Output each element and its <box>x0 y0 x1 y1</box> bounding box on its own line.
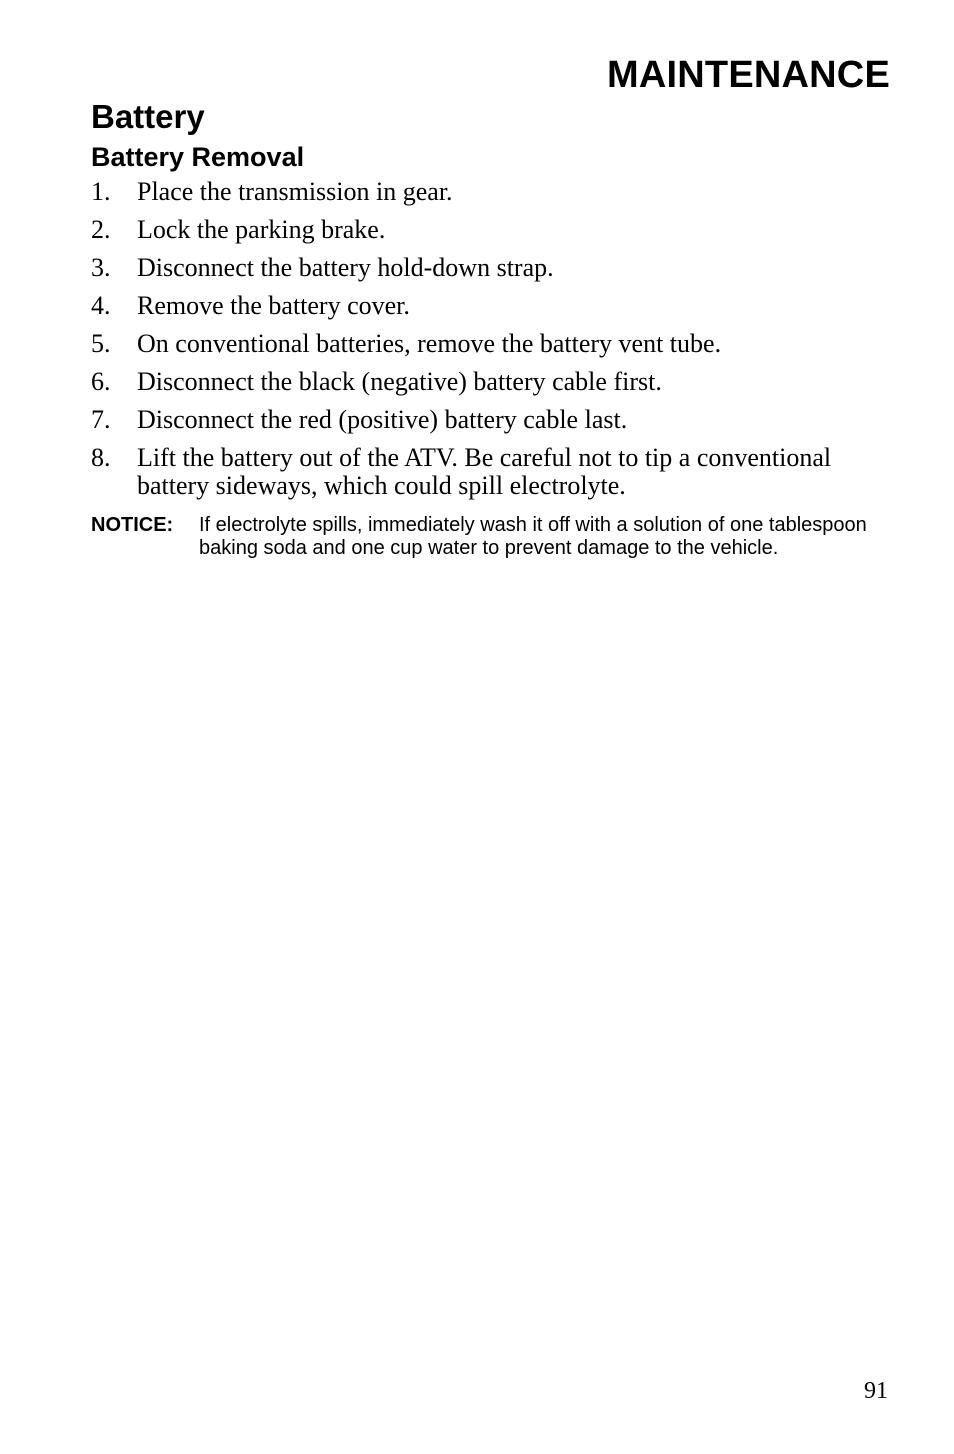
step-text: Disconnect the black (negative) battery cable first. <box>137 367 662 396</box>
step-item <box>91 216 891 244</box>
step-text: Place the transmission in gear. <box>137 177 453 206</box>
step-text: Disconnect the battery hold-down strap. <box>137 253 554 282</box>
chapter-title: MAINTENANCE <box>607 54 890 96</box>
notice-text: If electrolyte spills, immediately wash it off with a solution of one tablespoon baking soda and one cup water to prevent damage to the vehicle. <box>199 514 867 559</box>
step-number: 4. <box>91 291 111 320</box>
step-text: Lift the battery out of the ATV. Be careful not to tip a conventional battery sideways, which could spill electrolyte. <box>137 443 832 500</box>
step-number: 7. <box>91 405 111 434</box>
step-number: 6. <box>91 367 111 396</box>
step-text: On conventional batteries, remove the battery vent tube. <box>137 329 722 358</box>
step-number: 8. <box>91 443 111 472</box>
step-text: Lock the parking brake. <box>137 215 386 244</box>
step-item <box>91 178 891 206</box>
notice-label: NOTICE: <box>91 514 174 536</box>
step-text: Remove the battery cover. <box>137 291 410 320</box>
step-number: 1. <box>91 177 111 206</box>
step-text: Disconnect the red (positive) battery cable last. <box>137 405 628 434</box>
step-number: 2. <box>91 215 111 244</box>
step-item <box>91 406 891 434</box>
notice-block <box>91 514 891 560</box>
step-item <box>91 368 891 396</box>
step-item <box>91 444 891 500</box>
step-number: 3. <box>91 253 111 282</box>
step-item <box>91 292 891 320</box>
battery-removal-steps <box>91 178 891 510</box>
section-title: Battery <box>91 98 205 135</box>
step-item <box>91 330 891 358</box>
page-number: 91 <box>864 1378 888 1404</box>
subsection-title: Battery Removal <box>91 142 305 172</box>
step-number: 5. <box>91 329 111 358</box>
step-item <box>91 254 891 282</box>
